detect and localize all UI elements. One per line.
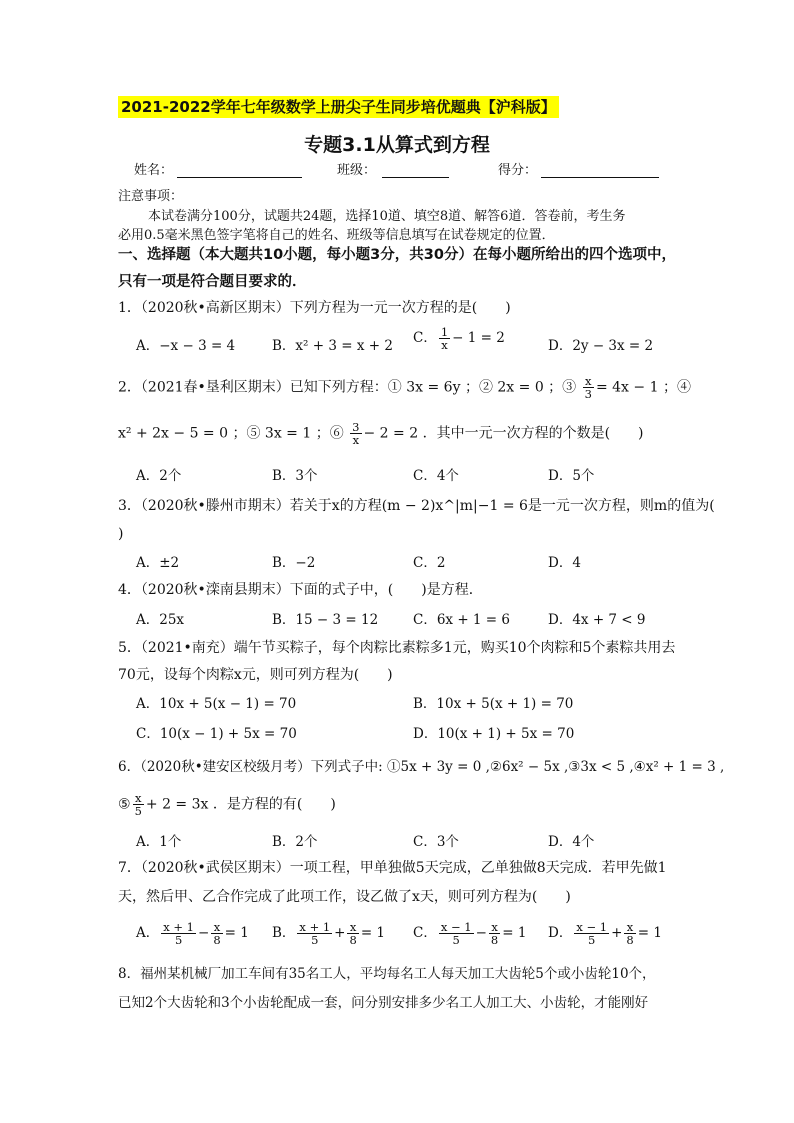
- q7-b-operator: +: [334, 925, 346, 941]
- q7-option-a[interactable]: [136, 921, 249, 946]
- q5-option-c[interactable]: C．10(x − 1) + 5x = 70: [136, 726, 297, 742]
- q7-d-frac-2: [624, 921, 635, 946]
- q7-c-den-2: 8: [490, 933, 499, 947]
- notes-line-2: 必用0.5毫米黑色签字笔将自己的姓名、班级等信息填写在试卷规定的位置．: [118, 228, 555, 243]
- q4-option-b[interactable]: B．15 − 3 = 12: [272, 612, 379, 628]
- q3-option-d[interactable]: D．4: [548, 555, 581, 571]
- q2-line2-den: x: [352, 433, 360, 447]
- q7-d-prefix: D．: [548, 925, 573, 941]
- q7-c-operator: −: [475, 925, 487, 941]
- q4-option-c[interactable]: C．6x + 1 = 6: [413, 612, 510, 628]
- q1-c-rest: − 1 = 2: [452, 330, 505, 346]
- question-2-line-2: [118, 421, 644, 446]
- q7-a-prefix: A．: [136, 925, 160, 941]
- q5-option-d[interactable]: D．10(x + 1) + 5x = 70: [413, 726, 575, 742]
- notes-line-1: 本试卷满分100分，试题共24题，选择10道、填空8道、解答6道．答卷前，考生务: [148, 209, 626, 224]
- header-banner: 2021-2022学年七年级数学上册尖子生同步培优题典【沪科版】: [118, 96, 559, 118]
- q7-d-num-1: x − 1: [576, 920, 608, 934]
- q1-c-prefix: C．: [413, 330, 437, 346]
- q2-line2-num: 3: [352, 420, 360, 434]
- q2-option-c[interactable]: C．4个: [413, 468, 459, 484]
- question-8-stem-2: 已知2个大齿轮和3个小齿轮配成一套，问分别安排多少名工人加工大、小齿轮，才能刚好: [118, 995, 649, 1011]
- q7-c-prefix: C．: [413, 925, 437, 941]
- q6-line2-den: 5: [134, 804, 142, 818]
- q7-b-num-2: x: [347, 921, 358, 934]
- q6-option-d[interactable]: D．4个: [548, 834, 595, 850]
- score-label: 得分：: [498, 163, 538, 178]
- q3-option-a[interactable]: A．±2: [136, 555, 180, 571]
- q4-option-a[interactable]: A．25x: [136, 612, 185, 628]
- q7-b-den-1: 5: [311, 933, 319, 947]
- class-field-line[interactable]: [382, 177, 449, 178]
- q7-option-c[interactable]: [413, 921, 526, 946]
- q7-c-num-1: x − 1: [440, 920, 472, 934]
- q7-b-den-2: 8: [349, 933, 357, 947]
- q7-b-rest: = 1: [360, 925, 386, 941]
- class-label: 班级：: [337, 163, 377, 178]
- q7-a-frac-1: [161, 921, 196, 946]
- q2-stem-num: x: [583, 375, 594, 388]
- question-3-stem: 3．（2020秋•滕州市期末）若关于x的方程(m − 2)x^|m|−1 = 6是一元一次方程，则m的值为(: [118, 498, 715, 514]
- q7-a-den-1: 5: [174, 933, 183, 947]
- q7-a-den-2: 8: [213, 933, 221, 947]
- q7-c-frac-1: [439, 921, 474, 946]
- q3-option-b[interactable]: B．−2: [272, 555, 316, 571]
- q1-c-den: x: [441, 338, 448, 352]
- question-3-stem-2: ): [118, 526, 124, 542]
- q2-line2-post: − 2 = 2 ．其中一元一次方程的个数是( ): [363, 425, 644, 442]
- question-8-stem: 8．福州某机械厂加工车间有35名工人，平均每名工人每天加工大齿轮5个或小齿轮10个，: [118, 966, 656, 982]
- q7-option-b[interactable]: [272, 921, 385, 946]
- question-2-stem: [118, 375, 691, 400]
- q7-b-frac-1: [297, 921, 332, 946]
- q2-stem-den: 3: [584, 387, 592, 401]
- q7-a-num-1: x + 1: [163, 920, 194, 934]
- q7-d-den-2: 8: [626, 933, 634, 947]
- q7-c-num-2: x: [489, 921, 500, 934]
- q1-option-c[interactable]: [413, 326, 505, 351]
- q7-c-rest: = 1: [502, 925, 527, 941]
- q1-c-num: 1: [440, 325, 449, 339]
- q7-option-d[interactable]: [548, 921, 662, 946]
- q2-option-a[interactable]: A．2个: [136, 468, 182, 484]
- q7-d-operator: +: [611, 925, 623, 941]
- q7-a-num-2: x: [211, 921, 222, 934]
- section-heading-2: 只有一项是符合题目要求的．: [118, 274, 307, 290]
- name-field-line[interactable]: [177, 177, 302, 178]
- q5-option-b[interactable]: B．10x + 5(x + 1) = 70: [413, 696, 574, 712]
- q7-b-prefix: B．: [272, 925, 296, 941]
- q3-option-c[interactable]: C．2: [413, 555, 446, 571]
- question-6-stem: 6．（2020秋•建安区校级月考）下列式子中: ①5x + 3y = 0 ,②6x² − 5x ,③3x < 5 ,④x² + 1 = 3 ,: [118, 759, 725, 775]
- q2-stem-pre: 2．（2021春•垦利区期末）已知下列方程：① 3x = 6y ；② 2x = 0 ；③: [118, 379, 581, 396]
- q6-option-a[interactable]: A．1个: [136, 834, 182, 850]
- q4-option-d[interactable]: D．4x + 7 < 9: [548, 612, 646, 628]
- q1-option-b[interactable]: B．x² + 3 = x + 2: [272, 338, 393, 354]
- question-1-stem: 1．（2020秋•高新区期末）下列方程为一元一次方程的是( ): [118, 300, 511, 316]
- q7-a-rest: = 1: [224, 925, 249, 941]
- question-5-stem: 5．（2021•南充）端午节买粽子，每个肉粽比素粽多1元，购买10个肉粽和5个素粽共用去: [118, 640, 676, 656]
- q7-a-operator: −: [198, 925, 210, 941]
- question-6-line-2: [118, 792, 336, 817]
- q2-line2-fraction: [350, 421, 361, 446]
- name-label: 姓名：: [134, 163, 174, 178]
- q6-line2-pre: ⑤: [118, 796, 131, 813]
- q7-d-frac-1: [574, 921, 609, 946]
- notes-heading: 注意事项：: [118, 189, 184, 204]
- q6-line2-num: x: [133, 792, 144, 805]
- q7-b-num-1: x + 1: [299, 920, 331, 934]
- q2-stem-post: = 4x − 1 ；④: [595, 379, 691, 396]
- section-heading: 一、选择题（本大题共10小题，每小题3分，共30分）在每小题所给出的四个选项中，: [118, 247, 676, 263]
- q2-option-b[interactable]: B．3个: [272, 468, 318, 484]
- q6-option-b[interactable]: B．2个: [272, 834, 318, 850]
- q5-option-a[interactable]: A．10x + 5(x − 1) = 70: [136, 696, 297, 712]
- q7-d-rest: = 1: [637, 925, 662, 941]
- question-7-stem: 7．（2020秋•武侯区期末）一项工程，甲单独做5天完成，乙单独做8天完成．若甲先做1: [118, 860, 667, 876]
- q2-option-d[interactable]: D．5个: [548, 468, 595, 484]
- q7-d-den-1: 5: [588, 933, 596, 947]
- question-4-stem: 4．（2020秋•滦南县期末）下面的式子中，( )是方程．: [118, 582, 483, 598]
- question-5-stem-2: 70元，设每个肉粽x元，则可列方程为( ): [118, 667, 393, 683]
- q2-stem-fraction: [583, 375, 594, 400]
- q7-d-num-2: x: [624, 921, 635, 934]
- page-title: 专题3.1从算式到方程: [304, 134, 490, 156]
- q2-line2-pre: x² + 2x − 5 = 0 ；⑤ 3x = 1 ；⑥: [118, 425, 349, 442]
- q6-option-c[interactable]: C．3个: [413, 834, 459, 850]
- q6-line2-post: + 2 = 3x ．是方程的有( ): [145, 796, 336, 813]
- score-field-line[interactable]: [541, 177, 659, 178]
- q1-c-fraction: [439, 326, 450, 351]
- question-7-stem-2: 天，然后甲、乙合作完成了此项工作，设乙做了x天，则可列方程为( ): [118, 889, 571, 905]
- q1-option-d[interactable]: D．2y − 3x = 2: [548, 338, 654, 354]
- q7-a-frac-2: [211, 921, 222, 946]
- q7-c-frac-2: [489, 921, 500, 946]
- q6-line2-fraction: [133, 792, 144, 817]
- q1-option-a[interactable]: A．−x − 3 = 4: [136, 338, 236, 354]
- q7-b-frac-2: [347, 921, 358, 946]
- q7-c-den-1: 5: [452, 933, 460, 947]
